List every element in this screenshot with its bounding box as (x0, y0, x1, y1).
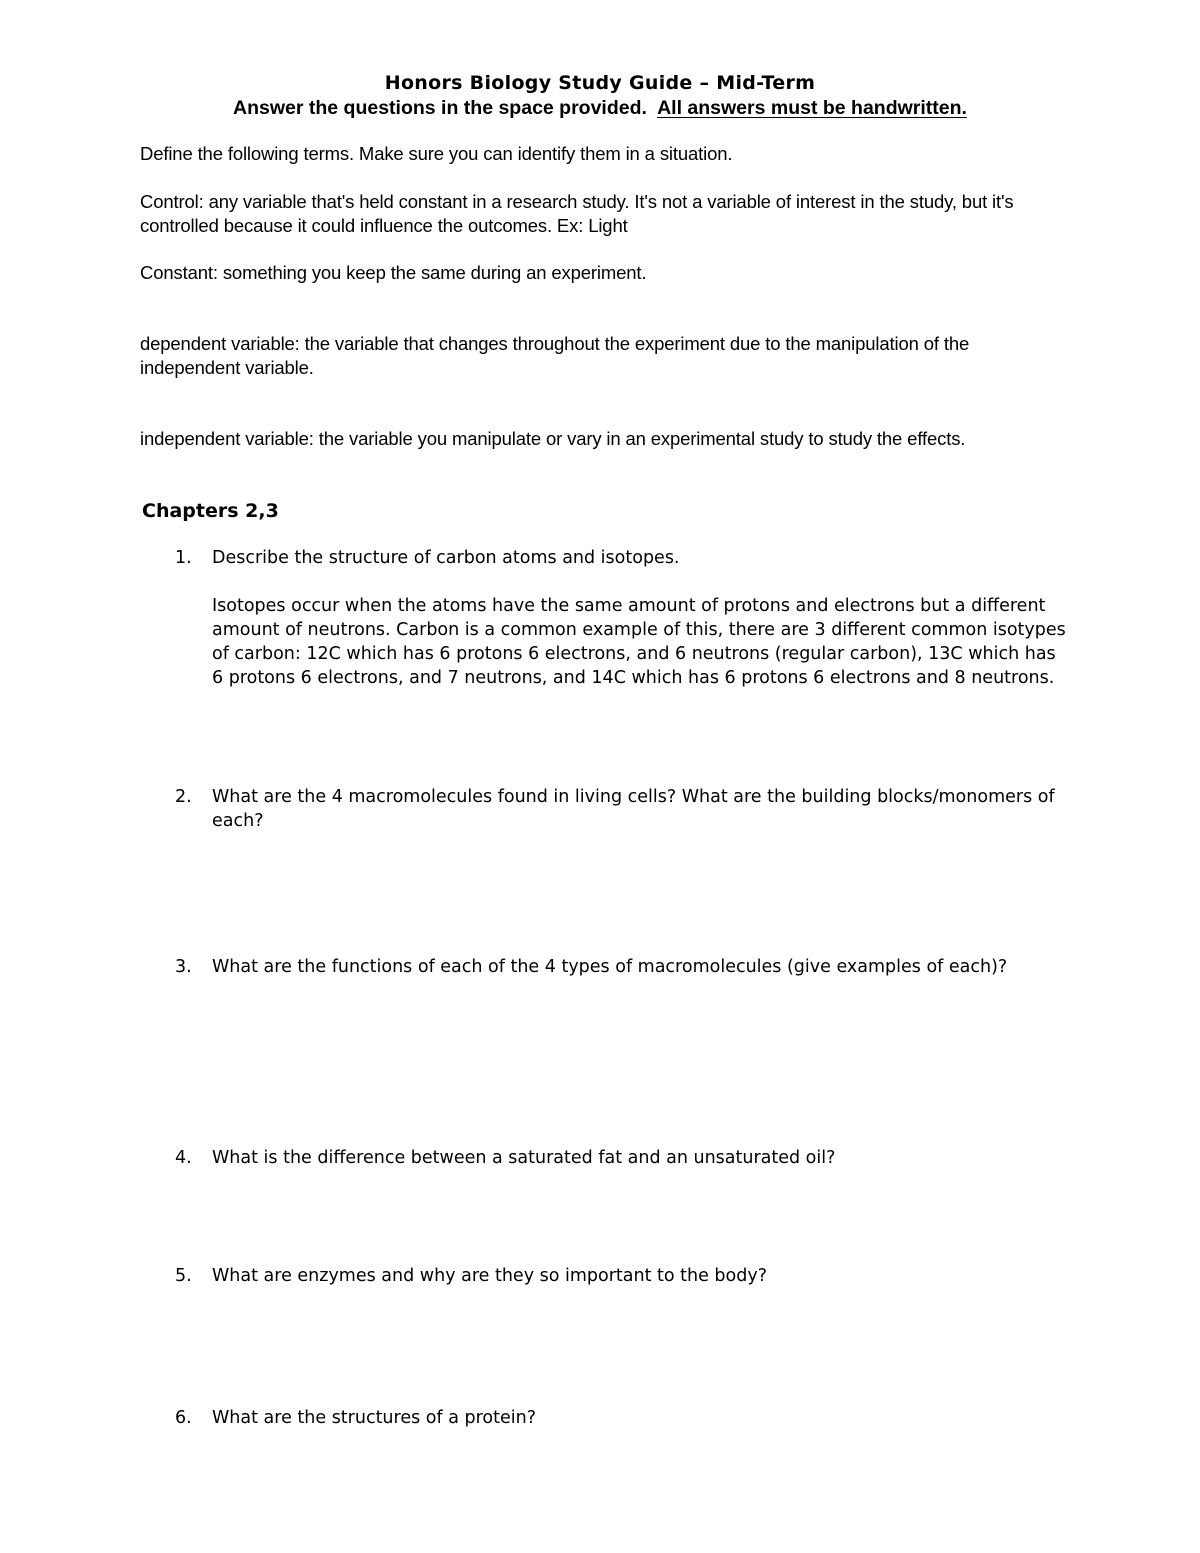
question-number: 4. (175, 1148, 192, 1168)
question-text: What are the 4 macromolecules found in living cells? What are the building blocks/monomers of each? (212, 787, 1055, 831)
question-text: What are enzymes and why are they so important to the body? (212, 1266, 768, 1286)
section-heading: Chapters 2,3 (142, 500, 279, 522)
question-number: 5. (175, 1266, 192, 1286)
answer-1: Isotopes occur when the atoms have the same amount of protons and electrons but a different amount of neutrons. Carbon is a common example of this, there are 3 different common isotypes of carbon: 12C which has 6 protons 6 electrons, and 6 neutrons (regular carbon), 13C which has 6 protons 6 electrons, and 7 neutrons, and 14C which has 6 protons 6 electrons and 8 neutrons. (212, 596, 1066, 688)
question-text: What are the structures of a protein? (212, 1408, 536, 1428)
definitions-intro: Define the following terms. Make sure you can identify them in a situation. (140, 143, 733, 164)
definition-independent-variable: independent variable: the variable you manipulate or vary in an experimental study to study the effects. (140, 428, 966, 449)
document-title: Honors Biology Study Guide – Mid-Term (384, 72, 816, 94)
definition-dependent-variable: dependent variable: the variable that changes throughout the experiment due to the manipulation of the independent variable. (140, 333, 970, 378)
definition-constant: Constant: something you keep the same during an experiment. (140, 262, 647, 283)
definition-control: Control: any variable that's held constant in a research study. It's not a variable of interest in the study, but it's controlled because it could influence the outcomes. Ex: Light (140, 191, 1014, 236)
instructions-handwritten-note: All answers must be handwritten. (657, 97, 967, 119)
question-number: 6. (175, 1408, 192, 1428)
instructions (0, 96, 1200, 120)
question-number: 3. (175, 957, 192, 977)
question-text: Describe the structure of carbon atoms and isotopes. (212, 548, 680, 568)
question-text: What is the difference between a saturated fat and an unsaturated oil? (212, 1148, 836, 1168)
instructions-text: Answer the questions in the space provided. (233, 97, 647, 119)
question-text: What are the functions of each of the 4 types of macromolecules (give examples of each)? (212, 957, 1008, 977)
question-number: 2. (175, 787, 192, 807)
question-number: 1. (175, 548, 192, 568)
